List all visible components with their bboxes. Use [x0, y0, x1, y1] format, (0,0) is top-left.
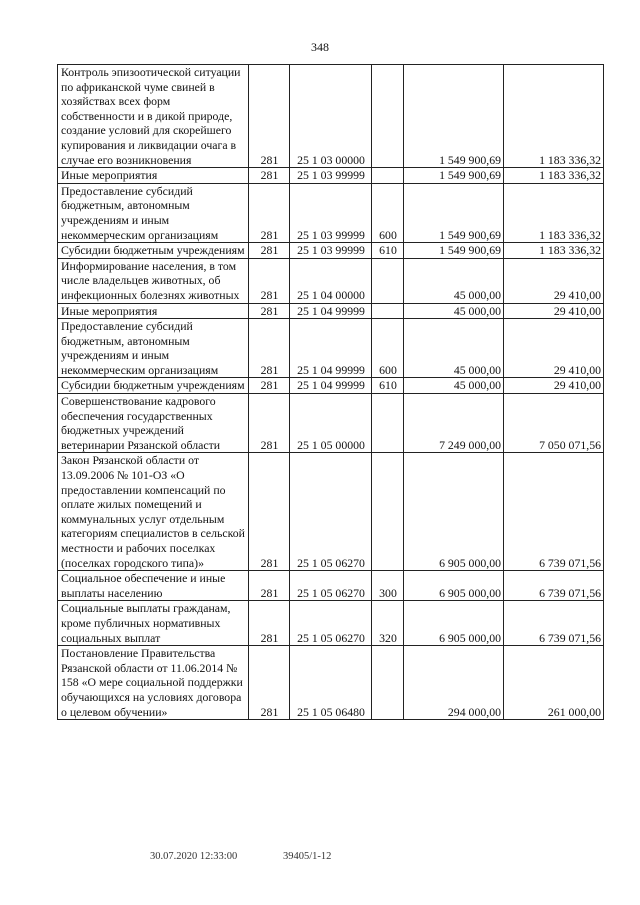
cell-section: 25 1 03 99999	[290, 168, 372, 184]
cell-amount-executed: 1 183 336,32	[504, 183, 604, 242]
cell-amount-planned: 1 549 900,69	[404, 243, 504, 259]
cell-type	[372, 394, 404, 453]
cell-code: 281	[249, 258, 290, 303]
cell-amount-executed: 1 183 336,32	[504, 168, 604, 184]
cell-name: Совершенствование кадрового обеспечения государственных бюджетных учреждений ветеринарии Рязанской области	[58, 394, 249, 453]
cell-code: 281	[249, 183, 290, 242]
cell-code: 281	[249, 394, 290, 453]
cell-section: 25 1 03 99999	[290, 183, 372, 242]
cell-code: 281	[249, 601, 290, 646]
footer-doc-id: 39405/1-12	[283, 851, 332, 862]
table-row	[58, 243, 604, 259]
cell-amount-executed: 6 739 071,56	[504, 601, 604, 646]
cell-amount-executed: 29 410,00	[504, 303, 604, 319]
table-row	[58, 394, 604, 453]
cell-type	[372, 646, 404, 720]
cell-name: Субсидии бюджетным учреждениям	[58, 243, 249, 259]
cell-section: 25 1 05 06270	[290, 601, 372, 646]
table-row	[58, 646, 604, 720]
cell-amount-executed: 29 410,00	[504, 258, 604, 303]
table-row	[58, 65, 604, 168]
cell-name: Контроль эпизоотической ситуации по африканской чуме свиней в хозяйствах всех форм собственности и в дикой природе, создание условий для скорейшего купирования и ликвидации очага в случае его возникновения	[58, 65, 249, 168]
cell-section: 25 1 05 06270	[290, 571, 372, 601]
cell-code: 281	[249, 453, 290, 571]
table-row	[58, 168, 604, 184]
table-row	[58, 601, 604, 646]
cell-code: 281	[249, 378, 290, 394]
cell-name: Социальное обеспечение и иные выплаты населению	[58, 571, 249, 601]
cell-code: 281	[249, 168, 290, 184]
table-body	[58, 65, 604, 720]
cell-type: 610	[372, 378, 404, 394]
cell-type: 610	[372, 243, 404, 259]
table-row	[58, 571, 604, 601]
cell-amount-planned: 1 549 900,69	[404, 183, 504, 242]
cell-name: Закон Рязанской области от 13.09.2006 № 101-ОЗ «О предоставлении компенсаций по оплате жилых помещений и коммунальных услуг отдельным категориям специалистов в сельской местности и рабочих поселках (поселках городского типа)»	[58, 453, 249, 571]
cell-type	[372, 303, 404, 319]
cell-name: Постановление Правительства Рязанской области от 11.06.2014 № 158 «О мере социальной поддержки обучающихся на условиях договора о целевом обучении»	[58, 646, 249, 720]
cell-name: Субсидии бюджетным учреждениям	[58, 378, 249, 394]
cell-amount-planned: 6 905 000,00	[404, 601, 504, 646]
cell-amount-executed: 261 000,00	[504, 646, 604, 720]
cell-type: 300	[372, 571, 404, 601]
cell-type: 600	[372, 319, 404, 378]
table-row	[58, 183, 604, 242]
cell-amount-planned: 45 000,00	[404, 319, 504, 378]
cell-amount-executed: 7 050 071,56	[504, 394, 604, 453]
cell-amount-planned: 1 549 900,69	[404, 65, 504, 168]
cell-name: Информирование населения, в том числе владельцев животных, об инфекционных болезнях животных	[58, 258, 249, 303]
cell-section: 25 1 03 00000	[290, 65, 372, 168]
cell-amount-executed: 29 410,00	[504, 319, 604, 378]
table-row	[58, 319, 604, 378]
cell-name: Социальные выплаты гражданам, кроме публичных нормативных социальных выплат	[58, 601, 249, 646]
cell-amount-executed: 29 410,00	[504, 378, 604, 394]
cell-type: 600	[372, 183, 404, 242]
page-number: 348	[311, 40, 329, 54]
cell-amount-planned: 45 000,00	[404, 258, 504, 303]
cell-code: 281	[249, 303, 290, 319]
cell-section: 25 1 03 99999	[290, 243, 372, 259]
cell-code: 281	[249, 646, 290, 720]
cell-section: 25 1 04 00000	[290, 258, 372, 303]
cell-amount-executed: 1 183 336,32	[504, 243, 604, 259]
cell-amount-planned: 294 000,00	[404, 646, 504, 720]
cell-type: 320	[372, 601, 404, 646]
cell-code: 281	[249, 319, 290, 378]
table-row	[58, 453, 604, 571]
cell-code: 281	[249, 65, 290, 168]
cell-amount-planned: 45 000,00	[404, 303, 504, 319]
cell-amount-planned: 7 249 000,00	[404, 394, 504, 453]
cell-type	[372, 453, 404, 571]
budget-table	[57, 64, 604, 720]
cell-section: 25 1 05 00000	[290, 394, 372, 453]
cell-section: 25 1 04 99999	[290, 378, 372, 394]
cell-type	[372, 168, 404, 184]
cell-section: 25 1 05 06270	[290, 453, 372, 571]
cell-amount-planned: 6 905 000,00	[404, 453, 504, 571]
footer-timestamp: 30.07.2020 12:33:00	[150, 851, 238, 862]
table-row	[58, 258, 604, 303]
cell-amount-planned: 1 549 900,69	[404, 168, 504, 184]
cell-name: Иные мероприятия	[58, 303, 249, 319]
cell-code: 281	[249, 243, 290, 259]
cell-section: 25 1 05 06480	[290, 646, 372, 720]
cell-code: 281	[249, 571, 290, 601]
cell-amount-executed: 6 739 071,56	[504, 571, 604, 601]
cell-name: Иные мероприятия	[58, 168, 249, 184]
cell-type	[372, 65, 404, 168]
table-row	[58, 378, 604, 394]
cell-section: 25 1 04 99999	[290, 303, 372, 319]
cell-name: Предоставление субсидий бюджетным, автономным учреждениям и иным некоммерческим организациям	[58, 183, 249, 242]
cell-amount-planned: 45 000,00	[404, 378, 504, 394]
table-row	[58, 303, 604, 319]
cell-name: Предоставление субсидий бюджетным, автономным учреждениям и иным некоммерческим организациям	[58, 319, 249, 378]
cell-amount-executed: 1 183 336,32	[504, 65, 604, 168]
cell-type	[372, 258, 404, 303]
cell-section: 25 1 04 99999	[290, 319, 372, 378]
cell-amount-executed: 6 739 071,56	[504, 453, 604, 571]
cell-amount-planned: 6 905 000,00	[404, 571, 504, 601]
